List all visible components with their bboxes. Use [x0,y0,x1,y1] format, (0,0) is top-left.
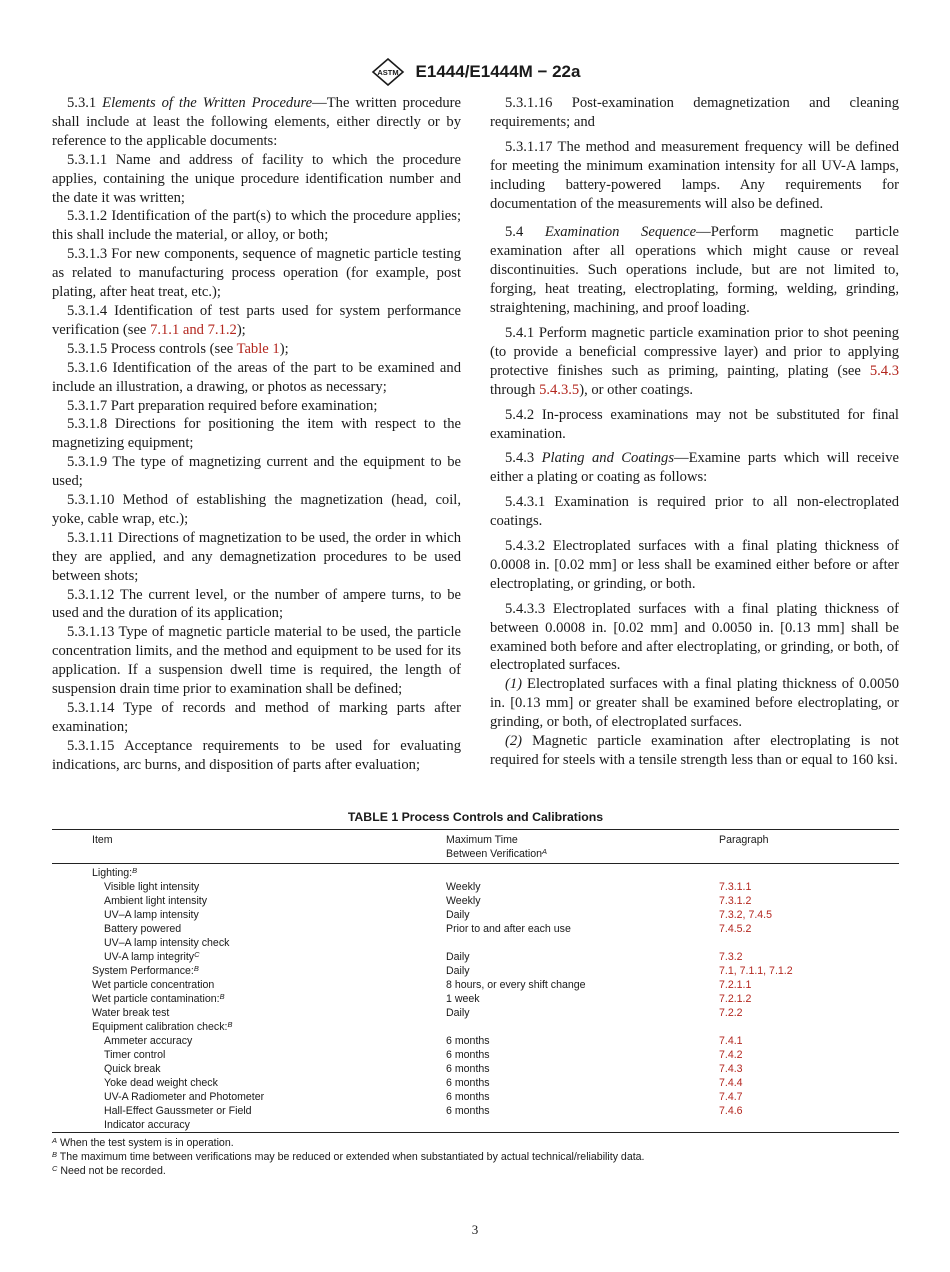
cell-paragraph-link[interactable] [719,1118,899,1133]
cell-paragraph-link[interactable]: 7.4.6 [719,1105,743,1117]
cell-item: Wet particle concentration [92,979,215,991]
header-item: Item [92,834,113,846]
process-controls-table [52,829,899,1133]
section-5-4-3-3-2: (2) Magnetic particle examination after electroplating is not required for steels with a tensile strength less than or equal to 160 ksi. [490,733,899,768]
section-5-4-1: 5.4.1 Perform magnetic particle examination prior to shot peening (to provide a beneficial compressive layer) and prior to applying protective finishes such as priming, painting, plating (see 5.4.3 through 5.4.3.5), or other coatings. [490,324,899,398]
table-row [52,1020,899,1034]
cell-max-time [446,936,719,950]
section-5-4-3-1: 5.4.3.1 Examination is required prior to all non-electroplated coatings. [490,494,899,530]
section-5-4: 5.4 Examination Sequence—Perform magnetic particle examination after all operations which might cause or reveal discontinuities. Such operations include, but are not limited to, forging, heat treating, electroplating, forming, welding, grinding, straightening, machining, and proof loading. [490,224,899,317]
cell-item: Water break test [92,1007,170,1019]
cell-item: Yoke dead weight check [104,1077,218,1089]
cell-max-time: Weekly [446,895,481,907]
document-designation: E1444/E1444M − 22a [415,62,581,81]
cell-max-time: Weekly [446,881,481,893]
table-title: TABLE 1 Process Controls and Calibrations [347,810,604,824]
cell-max-time: 8 hours, or every shift change [446,979,586,991]
cell-max-time: 6 months [446,1077,490,1089]
page-header [0,58,950,86]
section-5-4-3-2: 5.4.3.2 Electroplated surfaces with a final plating thickness of 0.0008 in. [0.02 mm] or less shall be examined either before or after electroplating, or grinding, or both. [490,538,899,592]
section-5-3-1-5: 5.3.1.5 Process controls (see Table 1); [67,340,289,357]
astm-logo-icon [370,58,406,86]
cell-max-time: 6 months [446,1091,490,1103]
cell-paragraph-link[interactable]: 7.2.1.2 [719,993,752,1005]
section-5-3-1-7: 5.3.1.7 Part preparation required before examination; [67,397,378,414]
table-row [52,1076,899,1090]
table-row [52,1090,899,1104]
section-5-4-3-3: 5.4.3.3 Electroplated surfaces with a final plating thickness of between 0.0008 in. [0.02 mm] and 0.0050 in. [0.13 mm] shall be examined both before and after electroplating, or grinding, or both, of electroplated surfaces. [490,600,899,674]
section-5-3-1: 5.3.1 Elements of the Written Procedure—The written procedure shall include at least the following elements, either directly or by reference to the applicable documents: [52,95,462,149]
cell-paragraph-link[interactable] [719,1020,899,1034]
table-row [52,964,899,978]
cell-item: Ammeter accuracy [104,1035,193,1047]
cell-max-time: Daily [446,951,470,963]
cell-item: System Performance:$^B$ [92,964,199,977]
cell-item: UV-A lamp integrity$^C$ [104,950,200,963]
header-paragraph: Paragraph [719,834,769,846]
cell-paragraph-link[interactable]: 7.3.2, 7.4.5 [719,909,773,921]
table-row [52,908,899,922]
table-row [52,1062,899,1076]
table-1 [52,810,899,1178]
cell-item: Battery powered [104,923,182,935]
cell-paragraph-link[interactable]: 7.2.2 [719,1007,743,1019]
section-5-3-1-12: 5.3.1.12 The current level, or the number of ampere turns, to be used and the duration of its application; [52,586,461,622]
cell-paragraph-link[interactable]: 7.3.2 [719,951,743,963]
footnote: $^C$ Need not be recorded. [52,1164,166,1177]
section-5-4-3-3-1: (1) Electroplated surfaces with a final plating thickness of 0.0050 in. [0.13 mm] or greater shall be examined before electroplating, or grinding, or both, of electroplated surfaces. [490,676,899,731]
left-column [52,94,461,775]
table-row [52,936,899,950]
cell-paragraph-link[interactable]: 7.4.3 [719,1063,743,1075]
cell-max-time [446,1020,719,1034]
table-row [52,950,899,964]
table-row [52,992,899,1006]
section-5-3-1-8: 5.3.1.8 Directions for positioning the item with respect to the magnetizing equipment; [52,416,461,452]
header-max-time: Maximum Time Between Verification$^A$ [446,834,548,860]
cell-paragraph-link[interactable]: 7.4.7 [719,1091,743,1103]
cell-max-time: Daily [446,965,470,977]
section-5-3-1-4: 5.3.1.4 Identification of test parts used for system performance verification (see 7.1.1 and 7.1.2); [52,302,461,338]
page-number: 3 [471,1222,479,1237]
cell-paragraph-link[interactable] [719,936,899,950]
section-5-4-2: 5.4.2 In-process examinations may not be substituted for final examination. [490,406,899,442]
cell-paragraph-link[interactable]: 7.4.2 [719,1049,743,1061]
table-row [52,1104,899,1118]
section-5-4-3: 5.4.3 Plating and Coatings—Examine parts which will receive either a plating or coating as follows: [490,450,899,486]
link-table-1[interactable]: Table 1 [236,340,280,357]
cell-max-time [446,864,719,881]
cell-max-time: Prior to and after each use [446,923,571,935]
cell-item: UV-A Radiometer and Photometer [104,1091,265,1103]
cell-item: Indicator accuracy [104,1119,190,1131]
cell-item: Timer control [104,1049,166,1061]
cell-paragraph-link[interactable]: 7.1, 7.1.1, 7.1.2 [719,965,793,977]
section-5-3-1-9: 5.3.1.9 The type of magnetizing current and the equipment to be used; [52,454,461,490]
cell-item: Ambient light intensity [104,895,208,907]
section-5-3-1-10: 5.3.1.10 Method of establishing the magnetization (head, coil, yoke, cable wrap, etc.); [52,492,461,527]
section-5-3-1-17: 5.3.1.17 The method and measurement frequency will be defined for meeting the minimum examination intensity for all UV-A lamps, including battery-powered lamps. Any requirements for documentation of the measurements will also be defined. [490,138,899,212]
section-5-3-1-1: 5.3.1.1 Name and address of facility to which the procedure applies, containing the unique procedure identification number and the date it was written; [52,151,461,206]
cell-max-time: 1 week [446,993,480,1005]
table-header-row [52,830,899,864]
table-body [52,864,899,1133]
cell-item: Hall-Effect Gaussmeter or Field [104,1105,252,1117]
link-5-4-3-5[interactable]: 5.4.3.5 [539,381,580,398]
cell-max-time: 6 months [446,1035,490,1047]
table-row [52,1034,899,1048]
link-7-1-1[interactable]: 7.1.1 and 7.1.2 [150,321,237,338]
table-row [52,978,899,992]
section-5-3-1-14: 5.3.1.14 Type of records and method of marking parts after examination; [52,700,461,735]
cell-max-time: 6 months [446,1105,490,1117]
cell-max-time: 6 months [446,1049,490,1061]
svg-text:ASTM: ASTM [376,68,399,77]
section-5-3-1-15: 5.3.1.15 Acceptance requirements to be used for evaluating indications, arc burns, and disposition of parts after evaluation; [52,737,461,773]
footnote: $^A$ When the test system is in operation. [52,1136,234,1149]
cell-max-time [446,1118,719,1133]
table-row [52,922,899,936]
cell-item: Visible light intensity [104,881,200,893]
cell-max-time: Daily [446,1007,470,1019]
table-footnotes [52,1136,899,1178]
cell-item: Lighting:$^B$ [92,866,138,879]
section-5-3-1-16: 5.3.1.16 Post-examination demagnetization and cleaning requirements; and [490,95,899,130]
table-row [52,864,899,881]
section-5-3-1-3: 5.3.1.3 For new components, sequence of magnetic particle testing as related to manufacturing process operation (for example, post plating, after heat treat, etc.); [52,246,461,301]
section-5-3-1-11: 5.3.1.11 Directions of magnetization to be used, the order in which they are applied, and any demagnetization procedures to be used between shots; [52,529,461,584]
section-5-3-1-2: 5.3.1.2 Identification of the part(s) to which the procedure applies; this shall include the material, or alloy, or both; [52,208,461,244]
table-row [52,894,899,908]
table-row [52,1118,899,1133]
right-column [490,94,899,770]
cell-paragraph-link[interactable]: 7.2.1.1 [719,979,752,991]
cell-item: Equipment calibration check:$^B$ [92,1020,233,1033]
cell-paragraph-link[interactable]: 7.4.4 [719,1077,743,1089]
section-5-3-1-6: 5.3.1.6 Identification of the areas of the part to be examined and include an illustration, a drawing, or photos as necessary; [52,359,461,395]
cell-max-time: Daily [446,909,470,921]
footnote: $^B$ The maximum time between verifications may be reduced or extended when substantiated by actual technical/reliability data. [52,1150,645,1163]
cell-paragraph-link[interactable]: 7.3.1.1 [719,881,752,893]
link-5-4-3[interactable]: 5.4.3 [869,362,899,379]
cell-paragraph-link[interactable] [719,864,899,881]
cell-item: UV–A lamp intensity check [104,937,230,949]
cell-item: UV–A lamp intensity [104,909,199,921]
table-row [52,1048,899,1062]
cell-item: Wet particle contamination:$^B$ [92,992,225,1005]
cell-paragraph-link[interactable]: 7.4.1 [719,1035,743,1047]
table-row [52,880,899,894]
cell-max-time: 6 months [446,1063,490,1075]
section-5-3-1-13: 5.3.1.13 Type of magnetic particle material to be used, the particle concentration limits, and the method and equipment to be used for its application. If a suspension dwell time is required, the length of suspension drain time prior to examination shall be defined; [52,624,461,698]
table-row [52,1006,899,1020]
cell-item: Quick break [104,1063,161,1075]
cell-paragraph-link[interactable]: 7.3.1.2 [719,895,752,907]
cell-paragraph-link[interactable]: 7.4.5.2 [719,923,752,935]
